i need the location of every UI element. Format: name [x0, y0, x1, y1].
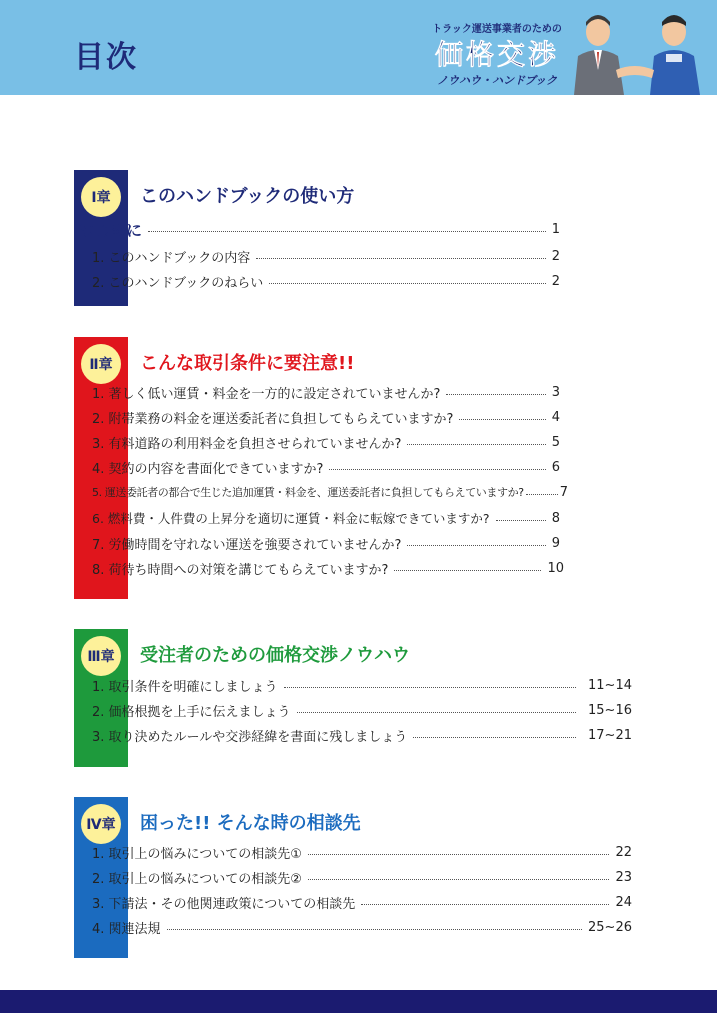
toc-entry[interactable]	[92, 724, 632, 746]
toc-entry-page: 3	[551, 384, 560, 400]
toc-entry[interactable]	[92, 456, 560, 478]
footer-bar	[0, 990, 717, 1013]
toc-entry-label: 7. 労働時間を守れない運送を強要されていませんか?	[92, 537, 402, 553]
toc-entry-page: 17~21	[588, 727, 632, 743]
chapter-3	[74, 629, 654, 767]
toc-entry-label: 2. このハンドブックのねらい	[92, 275, 264, 291]
chapter-1-badge: Ⅰ章	[81, 177, 121, 217]
toc-entry[interactable]	[78, 218, 560, 240]
toc-entry-page: 22	[615, 844, 632, 860]
logo-foot-title: ノウハウ・ハンドブック	[437, 74, 557, 87]
dot-leader	[361, 904, 609, 905]
toc-entry[interactable]	[92, 532, 560, 554]
toc-entry[interactable]	[92, 891, 632, 913]
toc-entry-page: 5	[551, 434, 560, 450]
toc-entry-page: 11~14	[588, 677, 632, 693]
toc-entry-label: 1. 取引上の悩みについての相談先①	[92, 846, 302, 862]
chapter-4-badge: Ⅳ章	[81, 804, 121, 844]
toc-entry-label: 3. 下請法・その他関連政策についての相談先	[92, 896, 356, 912]
toc-entry-label: 1. このハンドブックの内容	[92, 250, 251, 266]
toc-entry-page: 1	[551, 221, 560, 237]
toc-entry[interactable]	[92, 270, 560, 292]
chapter-2-title: こんな取引条件に要注意!!	[140, 353, 355, 374]
dot-leader	[167, 929, 582, 930]
toc-entry[interactable]	[92, 916, 632, 938]
toc-entry[interactable]	[92, 841, 632, 863]
toc-entry-page: 2	[551, 248, 560, 264]
dot-leader	[308, 854, 610, 855]
toc-entry[interactable]	[92, 674, 632, 696]
dot-leader	[394, 570, 541, 571]
dot-leader	[526, 494, 558, 495]
toc-entry-page: 2	[551, 273, 560, 289]
handbook-logo	[428, 20, 566, 90]
toc-entry-label: 3. 有料道路の利用料金を負担させられていませんか?	[92, 436, 402, 452]
dot-leader	[269, 283, 545, 284]
dot-leader	[459, 419, 545, 420]
dot-leader	[308, 879, 610, 880]
toc-entry-label: 8. 荷待ち時間への対策を講じてもらえていますか?	[92, 562, 389, 578]
dot-leader	[407, 444, 545, 445]
toc-entry[interactable]	[92, 699, 632, 721]
chapter-3-bar	[74, 629, 128, 767]
toc-entry[interactable]	[92, 481, 568, 503]
logo-main-title: 価格交渉	[434, 38, 559, 71]
toc-entry-label: 1. 取引条件を明確にしましょう	[92, 679, 278, 695]
toc-entry-label: 2. 価格根拠を上手に伝えましょう	[92, 704, 291, 720]
toc-entry-page: 15~16	[588, 702, 632, 718]
toc-entry[interactable]	[92, 381, 560, 403]
toc-entry-page: 10	[547, 560, 564, 576]
toc-entry[interactable]	[92, 431, 560, 453]
logo-subtitle: トラック運送事業者のための	[432, 24, 562, 35]
chapter-2-badge: Ⅱ章	[81, 344, 121, 384]
toc-entry[interactable]	[92, 406, 560, 428]
toc-entry-page: 8	[551, 510, 560, 526]
toc-entry-label: 3. 取り決めたルールや交渉経緯を書面に残しましょう	[92, 729, 408, 745]
chapter-1-title: このハンドブックの使い方	[140, 186, 355, 207]
toc-entry-page: 7	[559, 484, 568, 500]
toc-entry-label: 4. 契約の内容を書面化できていますか?	[92, 461, 324, 477]
toc-entry[interactable]	[92, 557, 564, 579]
chapter-3-badge: Ⅲ章	[81, 636, 121, 676]
toc-entry-page: 25~26	[588, 919, 632, 935]
toc-entry-page: 6	[551, 459, 560, 475]
toc-entry-label: 6. 燃料費・人件費の上昇分を適切に運賃・料金に転嫁できていますか?	[92, 511, 490, 526]
toc-entry-label: 5. 運送委託者の都合で生じた追加運賃・料金を、運送委託者に負担してもらえていますか?	[92, 486, 524, 499]
toc-entry-label: はじめに	[78, 220, 143, 240]
toc-entry-label: 4. 関連法規	[92, 921, 161, 937]
page-title: 目次	[74, 40, 138, 75]
dot-leader	[148, 231, 546, 232]
handshake-illustration	[568, 10, 708, 95]
chapter-3-title: 受注者のための価格交渉ノウハウ	[140, 645, 410, 666]
toc-entry-label: 1. 著しく低い運賃・料金を一方的に設定されていませんか?	[92, 386, 441, 402]
toc-entry[interactable]	[92, 507, 560, 529]
toc-entry[interactable]	[92, 866, 632, 888]
toc-entry[interactable]	[92, 245, 560, 267]
chapter-4-title: 困った!! そんな時の相談先	[140, 813, 361, 834]
dot-leader	[297, 712, 576, 713]
toc-entry-page: 9	[551, 535, 560, 551]
toc-entry-page: 4	[551, 409, 560, 425]
dot-leader	[413, 737, 576, 738]
dot-leader	[496, 520, 546, 521]
toc-entry-label: 2. 附帯業務の料金を運送委託者に負担してもらえていますか?	[92, 411, 454, 427]
page-header	[0, 0, 717, 95]
dot-leader	[284, 687, 576, 688]
dot-leader	[329, 469, 545, 470]
toc-entry-label: 2. 取引上の悩みについての相談先②	[92, 871, 302, 887]
dot-leader	[446, 394, 545, 395]
toc-entry-page: 23	[615, 869, 632, 885]
toc-entry-page: 24	[615, 894, 632, 910]
dot-leader	[256, 258, 545, 259]
dot-leader	[407, 545, 545, 546]
